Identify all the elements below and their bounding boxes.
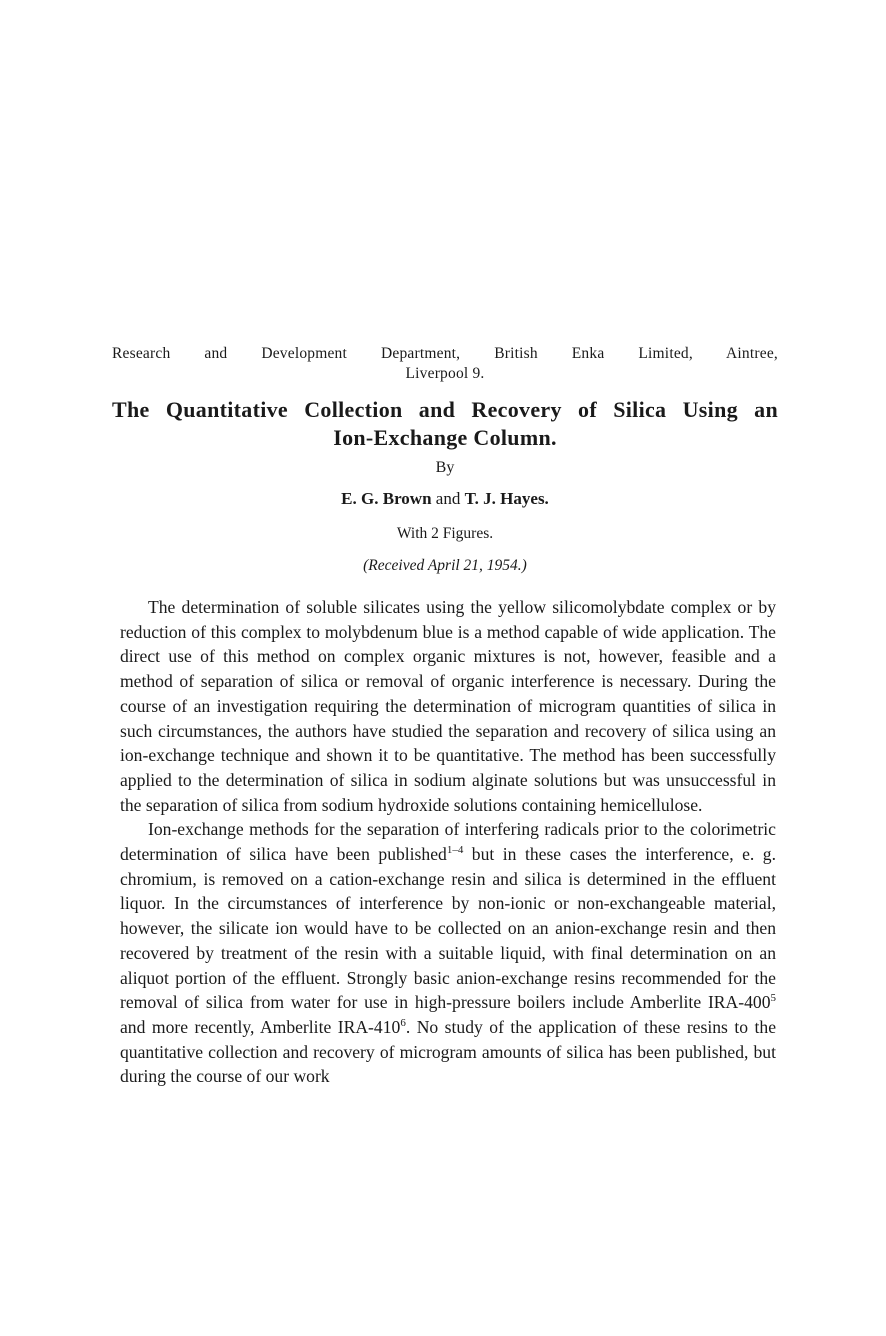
figure-count-note: With 2 Figures. — [396, 525, 494, 542]
paragraph-2-text-1: Ion-exchange methods for the separation of interfering radicals prior to the colorimetric determination of silica have been published — [120, 819, 776, 865]
byline-label: By — [435, 459, 455, 476]
authors-conjunction: and — [435, 489, 461, 508]
author-1: E. G. Brown — [341, 489, 432, 508]
paragraph-2-text-3: and more recently, Amberlite IRA-410 — [120, 1016, 401, 1037]
reference-superscript: 6 — [400, 1017, 406, 1030]
paragraph-1: The determination of soluble silicates using the yellow silicomolybdate complex or by reduction of this complex to molybdenum blue is a method capable of wide application. The direct use of this method on complex organic mixtures is not, however, feasible and a method of separation of silica or removal of organic interference is necessary. During the course of an investigation requiring the determination of microgram quantities of silica in such circumstances, the authors have studied the separation and recovery of silica using an ion-exchange technique and shown it to be quantitative. The method has been successfully applied to the determination of silica in sodium alginate solutions but was unsuccessful in the separation of silica from sodium hydroxide solutions containing hemicellulose. — [120, 597, 776, 815]
paragraph-2-text-2: but in these cases the interference, e. g. chromium, is removed on a cation-exchange resin and silica is determined in the effluent liquor. In the circumstances of interference by non-ionic or non-exchangeable material, however, the silicate ion would have to be collected on an anion-exchange resin and then recovered by treatment of the resin with a suitable liquid, with final determination on an aliquot portion of the effluent. Strongly basic anion-exchange resins recommended for the removal of silica from water for use in high-pressure boilers include Amberlite IRA-400 — [120, 844, 776, 1013]
received-date: (Received April 21, 1954.) — [363, 557, 527, 574]
article-body — [120, 595, 776, 1089]
reference-superscript: 5 — [770, 992, 776, 1005]
title-line-2: Ion-Exchange Column. — [333, 425, 557, 450]
affiliation-line-2: Liverpool 9. — [405, 365, 485, 382]
article-title — [112, 396, 778, 452]
affiliation-line-1: Research and Development Department, British Enka Limited, Aintree, — [112, 345, 778, 362]
paragraph-2 — [120, 817, 776, 1089]
authors — [112, 488, 778, 510]
title-line-1: The Quantitative Collection and Recovery of Silica Using an — [112, 397, 778, 422]
author-2: T. J. Hayes. — [464, 489, 549, 508]
paragraph-2-text-4: . No study of the application of these resins to the quantitative collection and recovery of microgram amounts of silica has been published, but during the course of our work — [120, 1016, 777, 1087]
affiliation — [112, 344, 778, 384]
reference-superscript: 1–4 — [446, 844, 464, 857]
